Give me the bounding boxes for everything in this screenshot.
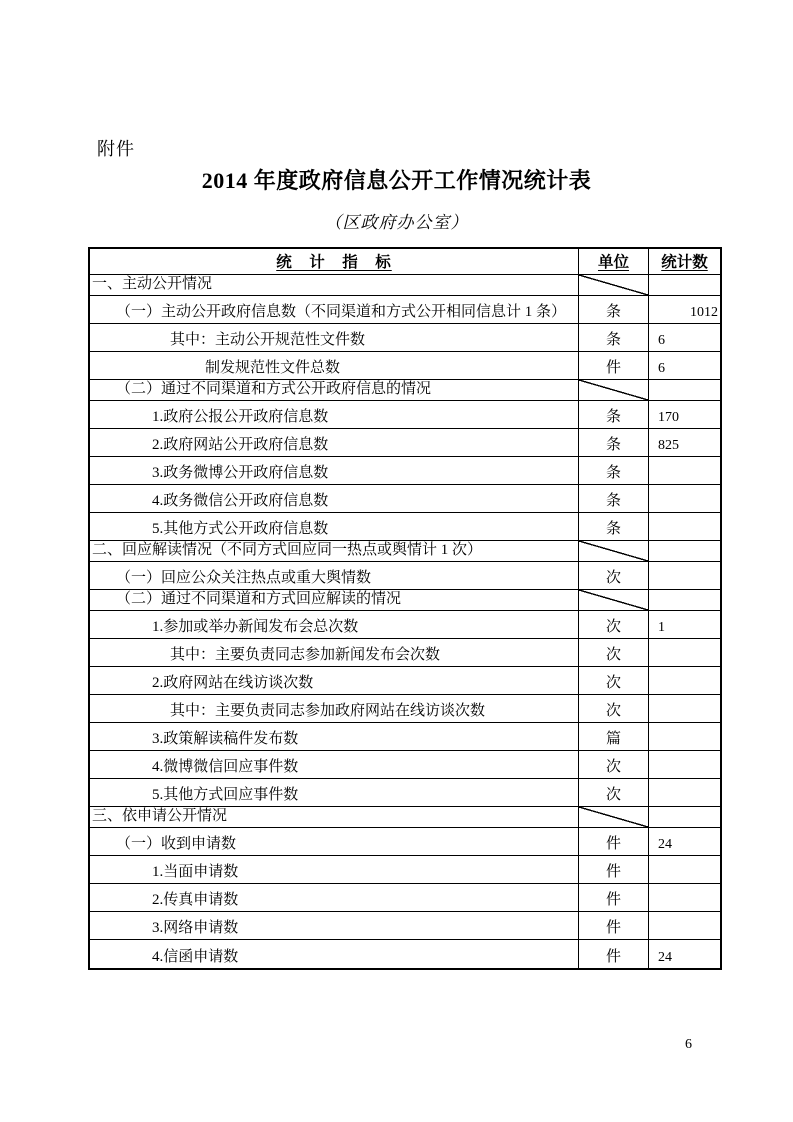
indicator-cell: （二）通过不同渠道和方式回应解读的情况 <box>90 590 579 610</box>
table-row <box>90 324 720 352</box>
table-row <box>90 275 720 296</box>
indicator-cell: 5.其他方式回应事件数 <box>90 779 579 806</box>
indicator-cell: 3.政务微博公开政府信息数 <box>90 457 579 484</box>
table-row <box>90 695 720 723</box>
indicator-cell: （一）主动公开政府信息数（不同渠道和方式公开相同信息计 1 条） <box>90 296 579 323</box>
value-cell <box>649 513 720 540</box>
indicator-cell: 制发规范性文件总数 <box>90 352 579 379</box>
unit-cell: 件 <box>579 912 649 939</box>
value-cell <box>649 751 720 778</box>
unit-cell-diagonal-slash <box>579 380 649 400</box>
value-cell <box>649 912 720 939</box>
unit-cell: 件 <box>579 940 649 968</box>
table-row <box>90 611 720 639</box>
header-indicator-label: 统 计 指 标 <box>276 253 392 271</box>
unit-cell: 条 <box>579 513 649 540</box>
table-row <box>90 639 720 667</box>
page-subtitle: （区政府办公室） <box>324 213 469 232</box>
unit-cell: 次 <box>579 639 649 666</box>
unit-cell: 次 <box>579 695 649 722</box>
header-unit-label: 单位 <box>597 253 629 271</box>
value-cell: 24 <box>658 950 672 965</box>
value-cell <box>649 695 720 722</box>
value-cell <box>649 562 720 589</box>
indicator-cell: 一、主动公开情况 <box>90 275 579 295</box>
indicator-cell: 1.政府公报公开政府信息数 <box>90 401 579 428</box>
table-row <box>90 401 720 429</box>
unit-cell: 条 <box>579 485 649 512</box>
value-cell <box>649 275 720 295</box>
value-cell: 1012 <box>690 305 718 320</box>
value-cell <box>649 380 720 400</box>
indicator-cell: （一）回应公众关注热点或重大舆情数 <box>90 562 579 589</box>
value-cell <box>649 723 720 750</box>
unit-cell-diagonal-slash <box>579 807 649 827</box>
table-row <box>90 807 720 828</box>
table-row <box>90 779 720 807</box>
table-row <box>90 513 720 541</box>
table-row <box>90 940 720 968</box>
unit-cell-diagonal-slash <box>579 275 649 295</box>
table-row <box>90 751 720 779</box>
unit-cell-diagonal-slash <box>579 541 649 561</box>
indicator-cell: 其中：主要负责同志参加新闻发布会次数 <box>90 639 579 666</box>
indicator-cell: 3.政策解读稿件发布数 <box>90 723 579 750</box>
unit-cell: 条 <box>579 401 649 428</box>
unit-cell: 件 <box>579 884 649 911</box>
unit-cell: 次 <box>579 751 649 778</box>
table-row <box>90 856 720 884</box>
table-row <box>90 429 720 457</box>
value-cell <box>649 590 720 610</box>
header-indicator <box>90 249 579 274</box>
table-row <box>90 352 720 380</box>
unit-cell: 条 <box>579 429 649 456</box>
value-cell <box>649 856 720 883</box>
value-cell: 24 <box>658 837 672 852</box>
unit-cell: 次 <box>579 667 649 694</box>
unit-cell: 次 <box>579 611 649 638</box>
unit-cell-diagonal-slash <box>579 590 649 610</box>
table-row <box>90 723 720 751</box>
table-row <box>90 380 720 401</box>
unit-cell: 件 <box>579 828 649 855</box>
table-row <box>90 457 720 485</box>
unit-cell: 次 <box>579 562 649 589</box>
value-cell <box>649 457 720 484</box>
value-cell <box>649 639 720 666</box>
value-cell: 170 <box>658 410 679 425</box>
value-cell <box>649 667 720 694</box>
table-row <box>90 562 720 590</box>
indicator-cell: 三、依申请公开情况 <box>90 807 579 827</box>
unit-cell: 次 <box>579 779 649 806</box>
indicator-cell: 其中：主要负责同志参加政府网站在线访谈次数 <box>90 695 579 722</box>
table-row <box>90 828 720 856</box>
indicator-cell: 2.传真申请数 <box>90 884 579 911</box>
unit-cell: 件 <box>579 352 649 379</box>
statistics-table <box>88 247 722 970</box>
table-row <box>90 884 720 912</box>
indicator-cell: （二）通过不同渠道和方式公开政府信息的情况 <box>90 380 579 400</box>
unit-cell: 件 <box>579 856 649 883</box>
header-unit <box>579 249 649 274</box>
indicator-cell: 4.微博微信回应事件数 <box>90 751 579 778</box>
page-title: 2014 年度政府信息公开工作情况统计表 <box>201 168 592 193</box>
indicator-cell: 1.当面申请数 <box>90 856 579 883</box>
unit-cell: 篇 <box>579 723 649 750</box>
value-cell: 6 <box>658 333 665 348</box>
unit-cell: 条 <box>579 324 649 351</box>
table-row <box>90 590 720 611</box>
value-cell: 825 <box>658 438 679 453</box>
indicator-cell: 4.信函申请数 <box>90 940 579 968</box>
value-cell <box>649 884 720 911</box>
table-header-row <box>90 249 720 275</box>
header-count <box>649 249 720 274</box>
indicator-cell: 2.政府网站公开政府信息数 <box>90 429 579 456</box>
table-row <box>90 912 720 940</box>
header-count-label: 统计数 <box>661 253 708 271</box>
indicator-cell: （一）收到申请数 <box>90 828 579 855</box>
unit-cell: 条 <box>579 457 649 484</box>
indicator-cell: 3.网络申请数 <box>90 912 579 939</box>
table-body <box>90 275 720 968</box>
indicator-cell: 二、回应解读情况（不同方式回应同一热点或舆情计 1 次） <box>90 541 579 561</box>
value-cell <box>649 485 720 512</box>
page-number: 6 <box>685 1037 692 1052</box>
value-cell: 1 <box>658 620 665 635</box>
indicator-cell: 5.其他方式公开政府信息数 <box>90 513 579 540</box>
value-cell: 6 <box>658 361 665 376</box>
unit-cell: 条 <box>579 296 649 323</box>
table-row <box>90 541 720 562</box>
value-cell <box>649 807 720 827</box>
indicator-cell: 4.政务微信公开政府信息数 <box>90 485 579 512</box>
value-cell <box>649 779 720 806</box>
table-row <box>90 296 720 324</box>
attachment-label: 附件 <box>97 139 135 159</box>
indicator-cell: 其中：主动公开规范性文件数 <box>90 324 579 351</box>
indicator-cell: 2.政府网站在线访谈次数 <box>90 667 579 694</box>
indicator-cell: 1.参加或举办新闻发布会总次数 <box>90 611 579 638</box>
table-row <box>90 667 720 695</box>
value-cell <box>649 541 720 561</box>
table-row <box>90 485 720 513</box>
